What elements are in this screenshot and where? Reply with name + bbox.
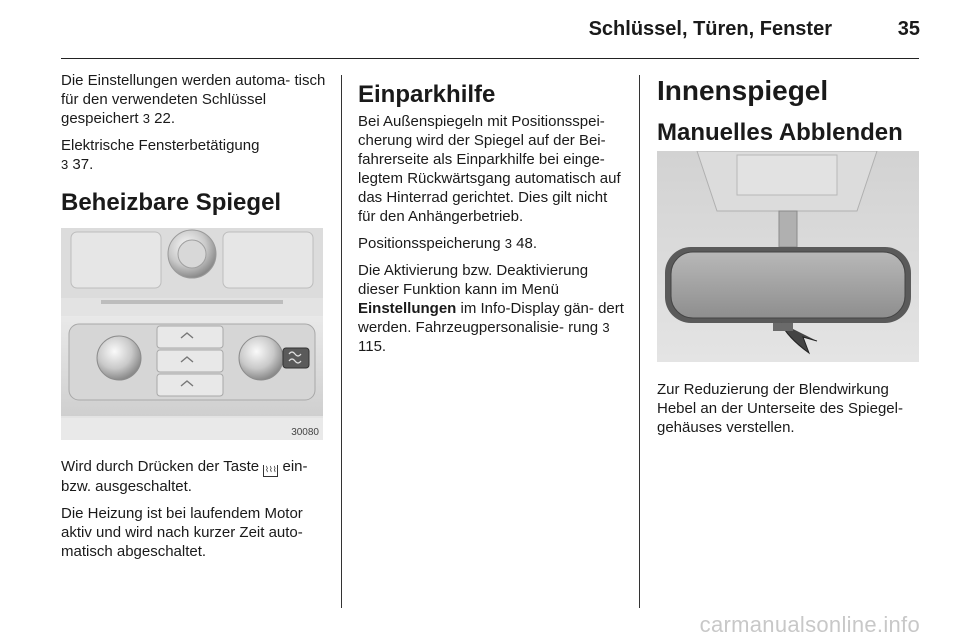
menu-term-settings: Einstellungen bbox=[358, 300, 457, 317]
cross-reference-arrow-icon: 3 bbox=[61, 157, 69, 172]
section-heading-interior-mirror: Innenspiegel bbox=[657, 75, 829, 106]
paragraph-text: Positionsspeicherung bbox=[358, 235, 501, 252]
paragraph-text: Die Aktivierung bzw. Deaktivierung dieser Funktion kann im Menü bbox=[358, 262, 589, 298]
rear-window-heat-icon: ⌇⌇⌇ bbox=[263, 465, 278, 477]
column-1 bbox=[61, 71, 329, 218]
column-3 bbox=[657, 74, 919, 148]
column-1-lower bbox=[61, 457, 329, 569]
paragraph-text: Wird durch Drücken der Taste bbox=[61, 458, 260, 475]
paragraph-heat-button bbox=[61, 457, 329, 496]
column-divider-1 bbox=[341, 75, 342, 608]
section-heading-heated-mirrors: Beheizbare Spiegel bbox=[61, 189, 282, 216]
page-number: 35 bbox=[897, 18, 920, 40]
climate-panel-illustration bbox=[61, 228, 323, 440]
interior-mirror-illustration bbox=[657, 151, 919, 362]
subheading-manual-dimming: Manuelles Abblenden bbox=[657, 119, 903, 146]
page-reference[interactable]: 37. bbox=[72, 156, 94, 173]
section-heading-parking-aid: Einparkhilfe bbox=[358, 81, 496, 108]
paragraph-dimming-info: Zur Reduzierung der Blendwirkung Hebel an der Unterseite des Spiegel- gehäuses verstellen. bbox=[657, 381, 903, 436]
paragraph-text: im Info-Display gän- dert werden. Fahrzeugpersonalisie- rung bbox=[358, 300, 624, 336]
paragraph-text: Die Einstellungen werden automa- tisch für den verwendeten Schlüssel gespeichert bbox=[61, 72, 326, 127]
cross-reference-arrow-icon: 3 bbox=[602, 320, 610, 335]
paragraph-window-ref bbox=[61, 136, 329, 174]
cross-reference-arrow-icon: 3 bbox=[504, 236, 512, 251]
paragraph-parking-aid: Bei Außenspiegeln mit Positionsspei- cherung wird der Spiegel auf der Bei- fahrerseite als Einparkhilfe bei einge- legtem Rückwärtsgang automatisch auf das Hinterrad gerichtet. Dies gilt nicht für den Anhängerbetrieb. bbox=[358, 113, 621, 225]
climate-control-figure bbox=[61, 228, 323, 440]
header-divider bbox=[61, 58, 919, 59]
column-divider-2 bbox=[639, 75, 640, 608]
paragraph-activation bbox=[358, 261, 628, 356]
watermark: carmanualsonline.info bbox=[699, 612, 920, 637]
paragraph-position-memory bbox=[358, 234, 628, 253]
column-3-lower bbox=[657, 380, 927, 445]
page-reference[interactable]: 115. bbox=[358, 338, 387, 355]
page-reference[interactable]: 22. bbox=[154, 110, 175, 127]
paragraph-text: Elektrische Fensterbetätigung bbox=[61, 137, 260, 154]
interior-mirror-figure bbox=[657, 151, 919, 362]
paragraph-heat-info: Die Heizung ist bei laufendem Motor aktiv und wird nach kurzer Zeit auto- matisch abgeschaltet. bbox=[61, 505, 303, 560]
page-reference[interactable]: 48. bbox=[516, 235, 538, 252]
paragraph-key-settings bbox=[61, 71, 329, 128]
cross-reference-arrow-icon: 3 bbox=[142, 111, 150, 126]
figure-number: 30080 bbox=[291, 427, 319, 438]
paragraph-text: ein- bzw. ausgeschaltet. bbox=[61, 458, 308, 495]
column-2 bbox=[358, 80, 628, 364]
header-title: Schlüssel, Türen, Fenster bbox=[588, 18, 832, 40]
